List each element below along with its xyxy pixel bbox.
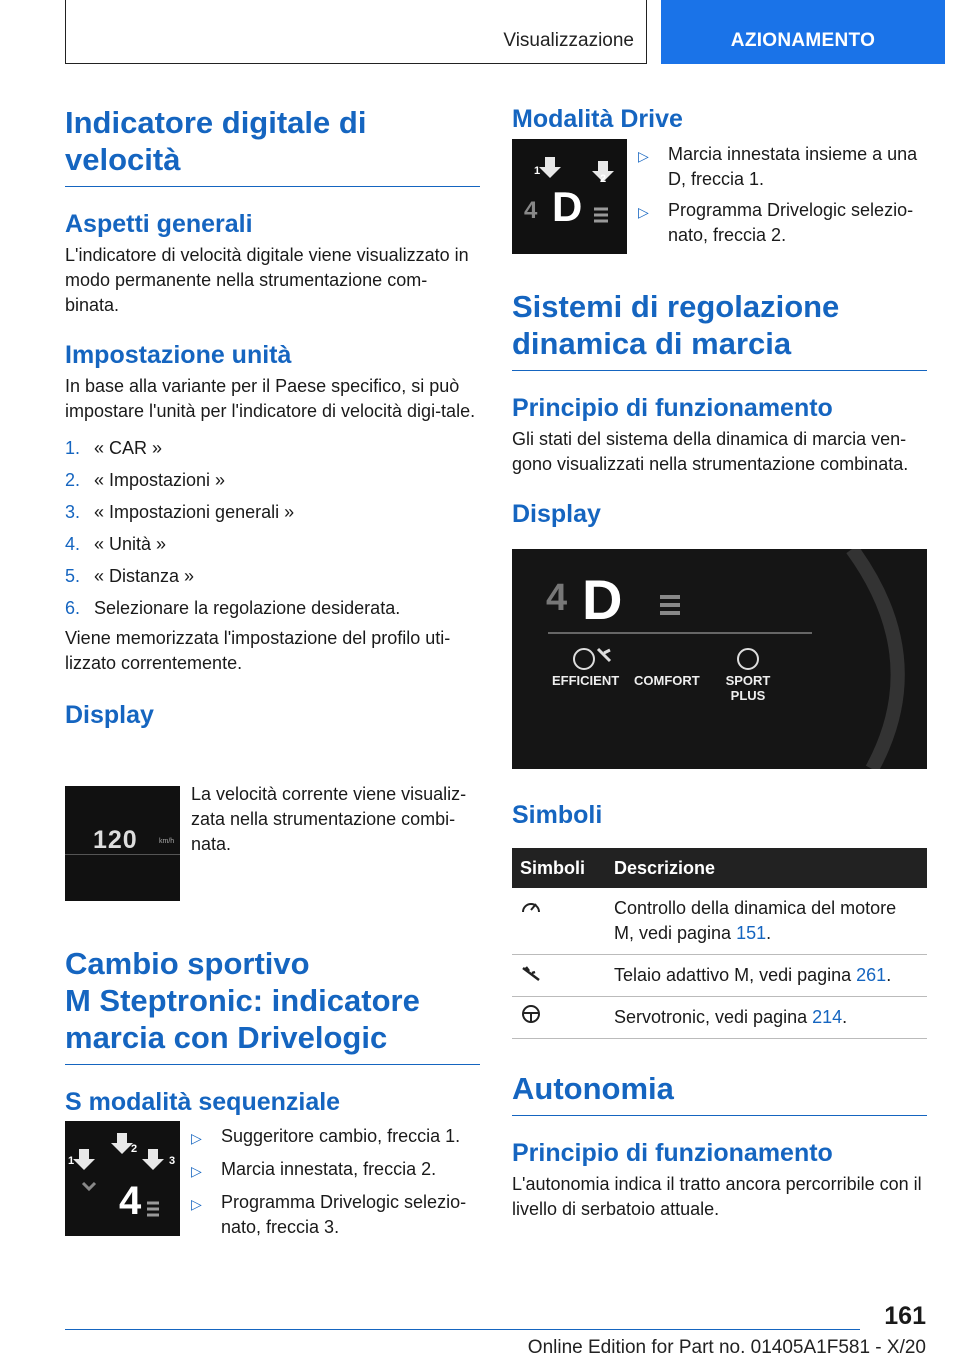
speed-unit: km/h	[159, 838, 175, 845]
steps-list	[65, 432, 480, 624]
seq-bullets	[191, 1124, 483, 1246]
symbols-table	[512, 848, 927, 1039]
steering-wheel-icon	[520, 1005, 542, 1023]
table-row: Servotronic, vedi pagina 214.	[512, 997, 927, 1039]
drive-gear: 4	[524, 197, 538, 224]
gauge-icon	[520, 898, 542, 914]
list-item: 3. « Impostazioni generali »	[65, 502, 295, 522]
col-header-simboli: Simboli	[512, 848, 606, 888]
title-cambio-2: M Steptronic: indicatore	[65, 983, 420, 1018]
table-row: Controllo della dinamica del motore M, vedi pagina 151.	[512, 888, 927, 955]
cluster-mode-comfort: COMFORT	[634, 673, 700, 688]
list-item: ▷ Marcia innestata, freccia 2.	[191, 1157, 483, 1184]
footer-edition: Online Edition for Part no. 01405A1F581 - X/20	[527, 1337, 926, 1358]
drive-mode: D	[552, 183, 583, 230]
seq-gear: 4	[119, 1179, 142, 1223]
right-column-2	[512, 1070, 927, 1222]
drive-mode-image	[512, 139, 627, 254]
speed-display-image	[65, 786, 180, 901]
title-sistemi: Sistemi di regolazione	[512, 289, 840, 324]
header-section: Visualizzazione	[503, 30, 634, 51]
bullet-icon: ▷	[638, 204, 649, 220]
page-link-261[interactable]: 261	[856, 965, 887, 985]
para-aspetti: L'indicatore di velocità digitale viene visualizzato in modo permanente nella strumentazione com-binata.	[65, 245, 469, 315]
list-item: ▷ Programma Drivelogic selezio-nato, freccia 2.	[638, 198, 930, 248]
cluster-mode: D	[582, 568, 623, 631]
right-column	[512, 288, 927, 529]
sequential-mode-image	[65, 1121, 180, 1236]
left-column-2	[65, 945, 480, 1117]
para-principio: Gli stati del sistema della dinamica di marcia ven-gono visualizzati nella strumentazione combinata.	[512, 429, 909, 474]
arrow-label-1: 1	[68, 1155, 75, 1167]
cluster-display-image	[512, 549, 927, 769]
list-item: 6. Selezionare la regolazione desiderata.	[65, 598, 401, 618]
list-item: ▷ Suggeritore cambio, freccia 1.	[191, 1124, 483, 1151]
title-autonomia: Autonomia	[512, 1071, 674, 1106]
page-title: Indicatore digitale di	[65, 105, 367, 140]
para-display-left: La velocità corrente viene visualiz-zata nella strumentazione combi-nata.	[191, 784, 467, 854]
header-chapter-tab[interactable]	[661, 0, 945, 64]
page-title-line2: velocità	[65, 142, 181, 177]
speed-value: 120	[93, 826, 138, 854]
heading-drive: Modalità Drive	[512, 105, 683, 133]
heading-sequenziale: S modalità sequenziale	[65, 1088, 341, 1116]
para-memorizzata: Viene memorizzata l'impostazione del profilo uti-lizzato correntemente.	[65, 628, 451, 673]
heading-principio-2: Principio di funzionamento	[512, 1139, 833, 1167]
bullet-icon: ▷	[638, 148, 649, 164]
para-impostazione: In base alla variante per il Paese specifico, si può impostare l'unità per l'indicatore di velocità digi-tale.	[65, 376, 476, 421]
heading-simboli: Simboli	[512, 801, 603, 829]
list-item: 2. « Impostazioni »	[65, 470, 226, 490]
page-link-214[interactable]: 214	[812, 1007, 843, 1027]
bullet-icon: ▷	[191, 1130, 202, 1146]
list-item: 1. « CAR »	[65, 438, 163, 458]
col-header-descrizione: Descrizione	[606, 848, 927, 888]
drive-bullets	[638, 142, 930, 254]
title-sistemi-2: dinamica di marcia	[512, 326, 792, 361]
list-item: ▷ Programma Drivelogic selezio-nato, freccia 3.	[191, 1190, 483, 1240]
header-chapter: AZIONAMENTO	[730, 30, 876, 51]
para-principio-2: L'autonomia indica il tratto ancora percorribile con il livello di serbatoio attuale.	[512, 1174, 922, 1219]
list-item: 5. « Distanza »	[65, 566, 195, 586]
cluster-mode-efficient: EFFICIENT	[552, 673, 620, 688]
cluster-gear: 4	[546, 577, 568, 619]
heading-display-left: Display	[65, 701, 154, 729]
table-row: Telaio adattivo M, vedi pagina 261.	[512, 955, 927, 997]
cluster-graphic	[512, 549, 927, 769]
page-number: 161	[884, 1302, 926, 1330]
title-cambio-3: marcia con Drivelogic	[65, 1020, 388, 1055]
suspension-icon	[520, 965, 542, 981]
list-item: 4. « Unità »	[65, 534, 167, 554]
list-item: ▷ Marcia innestata insieme a una D, freccia 1.	[638, 142, 930, 192]
heading-aspetti: Aspetti generali	[65, 210, 253, 238]
arrow-label-2: 2	[131, 1143, 138, 1155]
header-section-tab	[65, 0, 647, 64]
bullet-icon: ▷	[191, 1196, 202, 1212]
bullet-icon: ▷	[191, 1163, 202, 1179]
drive-arrow-label-2: 2	[600, 173, 607, 185]
title-cambio: Cambio sportivo	[65, 946, 310, 981]
heading-principio: Principio di funzionamento	[512, 394, 833, 422]
drive-arrow-label-1: 1	[534, 165, 541, 177]
cluster-mode-sport-plus: SPORT PLUS	[725, 673, 771, 703]
arrow-label-3: 3	[169, 1155, 176, 1167]
heading-display-right: Display	[512, 500, 601, 528]
left-column	[65, 104, 480, 730]
page-link-151[interactable]: 151	[736, 923, 767, 943]
heading-impostazione: Impostazione unità	[65, 341, 292, 369]
